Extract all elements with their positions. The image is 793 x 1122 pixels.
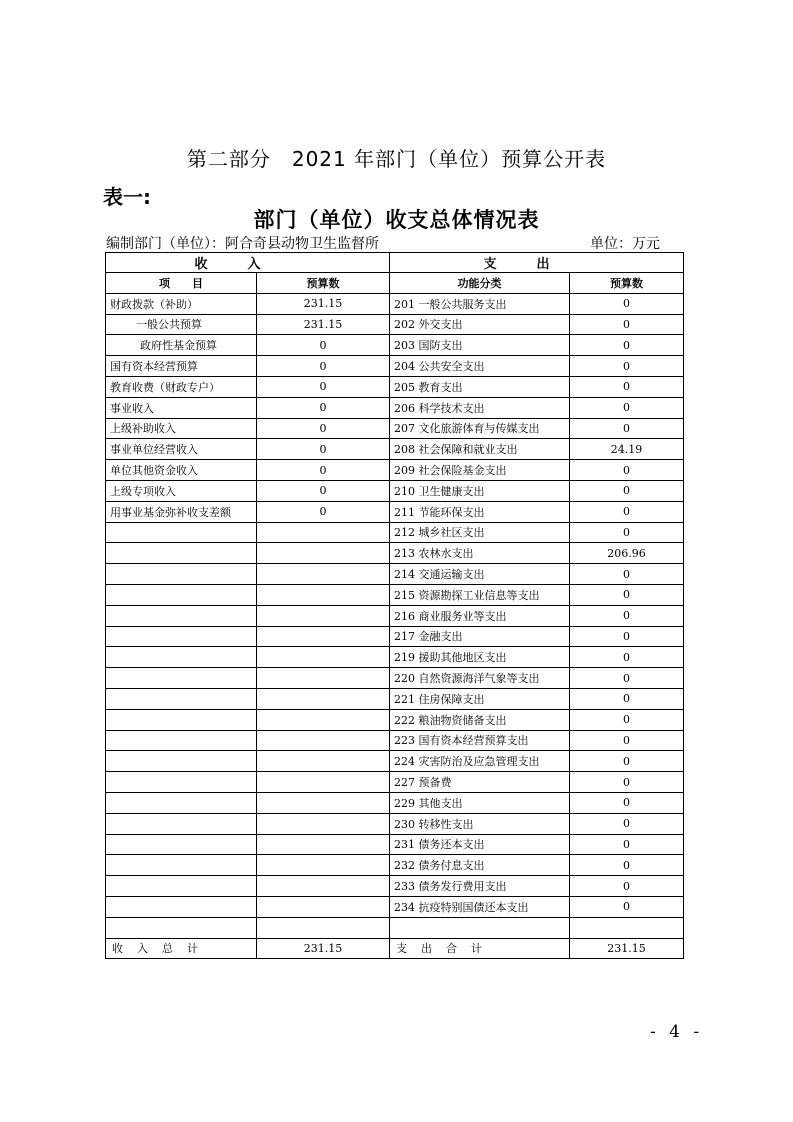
- expense-item-cell: 221 住房保障支出: [390, 688, 570, 709]
- income-item-cell: 政府性基金预算: [106, 335, 257, 356]
- expense-item-cell: 201 一般公共服务支出: [390, 293, 570, 314]
- expense-item-cell: 215 资源勘探工业信息等支出: [390, 584, 570, 605]
- expense-value-cell: 0: [570, 855, 684, 876]
- expense-value-cell: 0: [570, 460, 684, 481]
- expense-item-cell: 224 灾害防治及应急管理支出: [390, 751, 570, 772]
- total-income-label: 收入总计: [106, 938, 257, 959]
- income-item-cell: [106, 772, 257, 793]
- expense-item-cell: 220 自然资源海洋气象等支出: [390, 668, 570, 689]
- income-value-cell: 0: [257, 397, 390, 418]
- income-item-cell: [106, 668, 257, 689]
- income-item-cell: [106, 626, 257, 647]
- income-item-cell: 用事业基金弥补收支差额: [106, 501, 257, 522]
- table-row: [106, 460, 684, 481]
- income-value-cell: [257, 584, 390, 605]
- income-value-cell: 0: [257, 376, 390, 397]
- table-row: [106, 709, 684, 730]
- table-row: [106, 584, 684, 605]
- income-item-cell: [106, 876, 257, 897]
- table-row: [106, 772, 684, 793]
- income-item-cell: 上级补助收入: [106, 418, 257, 439]
- income-value-cell: [257, 772, 390, 793]
- income-value-cell: 0: [257, 501, 390, 522]
- table-row: [106, 751, 684, 772]
- expense-value-cell: 0: [570, 876, 684, 897]
- expense-value-cell: 206.96: [570, 543, 684, 564]
- income-value-cell: 0: [257, 480, 390, 501]
- expense-item-cell: 205 教育支出: [390, 376, 570, 397]
- table-row: [106, 647, 684, 668]
- income-item-cell: 一般公共预算: [106, 314, 257, 335]
- table-row: [106, 876, 684, 897]
- income-item-cell: [106, 564, 257, 585]
- expense-value-cell: 0: [570, 751, 684, 772]
- page-number: - 4 -: [650, 1022, 704, 1042]
- expense-value-cell: 0: [570, 293, 684, 314]
- table-row: [106, 356, 684, 377]
- income-item-cell: [106, 522, 257, 543]
- unit-line: 单位：万元: [590, 236, 660, 252]
- income-item-cell: [106, 917, 257, 938]
- income-value-cell: 0: [257, 418, 390, 439]
- income-item-cell: [106, 834, 257, 855]
- expense-value-cell: 0: [570, 376, 684, 397]
- income-item-cell: [106, 792, 257, 813]
- income-band: 收入: [106, 253, 390, 273]
- table-row: [106, 896, 684, 917]
- table-row: [106, 564, 684, 585]
- income-item-cell: 财政拨款（补助）: [106, 293, 257, 314]
- income-value-cell: [257, 876, 390, 897]
- expense-value-cell: 0: [570, 584, 684, 605]
- income-value-cell: 0: [257, 335, 390, 356]
- expense-item-cell: 234 抗疫特别国债还本支出: [390, 896, 570, 917]
- table-header-row: [106, 273, 684, 294]
- total-expense-label: 支出合计: [390, 938, 570, 959]
- income-item-cell: [106, 813, 257, 834]
- income-value-cell: [257, 647, 390, 668]
- expense-value-cell: 0: [570, 688, 684, 709]
- income-item-cell: 事业收入: [106, 397, 257, 418]
- expense-value-cell: 0: [570, 896, 684, 917]
- expense-value-cell: 0: [570, 813, 684, 834]
- income-value-cell: 0: [257, 356, 390, 377]
- expense-value-cell: 0: [570, 647, 684, 668]
- income-value-cell: [257, 709, 390, 730]
- expense-item-cell: 214 交通运输支出: [390, 564, 570, 585]
- budget-table: [105, 252, 684, 959]
- expense-value-cell: 0: [570, 335, 684, 356]
- expense-value-cell: 24.19: [570, 439, 684, 460]
- income-item-cell: 单位其他资金收入: [106, 460, 257, 481]
- expense-value-cell: 0: [570, 501, 684, 522]
- expense-value-cell: 0: [570, 668, 684, 689]
- expense-item-cell: 211 节能环保支出: [390, 501, 570, 522]
- expense-value-cell: 0: [570, 564, 684, 585]
- income-value-cell: [257, 834, 390, 855]
- expense-value-cell: 0: [570, 314, 684, 335]
- income-value-cell: 231.15: [257, 314, 390, 335]
- total-income-value: 231.15: [257, 938, 390, 959]
- expense-item-cell: 219 援助其他地区支出: [390, 647, 570, 668]
- expense-item-cell: 204 公共安全支出: [390, 356, 570, 377]
- income-item-cell: 事业单位经营收入: [106, 439, 257, 460]
- expense-item-cell: 202 外交支出: [390, 314, 570, 335]
- expense-item-cell: [390, 917, 570, 938]
- expense-item-cell: 210 卫生健康支出: [390, 480, 570, 501]
- income-item-cell: [106, 709, 257, 730]
- table-row: [106, 668, 684, 689]
- expense-item-cell: 213 农林水支出: [390, 543, 570, 564]
- expense-item-cell: 216 商业服务业等支出: [390, 605, 570, 626]
- income-value-cell: [257, 626, 390, 647]
- income-value-cell: [257, 917, 390, 938]
- total-row: [106, 938, 684, 959]
- income-value-cell: [257, 564, 390, 585]
- col-budget-header: 预算数: [257, 273, 390, 294]
- table-row: [106, 335, 684, 356]
- table-row: [106, 522, 684, 543]
- income-item-cell: 上级专项收入: [106, 480, 257, 501]
- expense-value-cell: 0: [570, 709, 684, 730]
- table-row: [106, 293, 684, 314]
- expense-item-cell: 232 债务付息支出: [390, 855, 570, 876]
- income-value-cell: [257, 543, 390, 564]
- expense-value-cell: 0: [570, 356, 684, 377]
- income-value-cell: [257, 688, 390, 709]
- income-item-cell: [106, 647, 257, 668]
- table-row: [106, 855, 684, 876]
- expense-item-cell: 233 债务发行费用支出: [390, 876, 570, 897]
- table-row: [106, 501, 684, 522]
- col-func-header: 功能分类: [390, 273, 570, 294]
- expense-item-cell: 217 金融支出: [390, 626, 570, 647]
- table-row: [106, 314, 684, 335]
- expense-item-cell: 212 城乡社区支出: [390, 522, 570, 543]
- income-item-cell: [106, 688, 257, 709]
- table-row: [106, 543, 684, 564]
- income-item-cell: [106, 855, 257, 876]
- expense-item-cell: 227 预备费: [390, 772, 570, 793]
- table-row: [106, 813, 684, 834]
- table-row: [106, 792, 684, 813]
- income-value-cell: [257, 792, 390, 813]
- income-value-cell: 0: [257, 460, 390, 481]
- income-item-cell: 国有资本经营预算: [106, 356, 257, 377]
- income-value-cell: [257, 668, 390, 689]
- expense-value-cell: 0: [570, 792, 684, 813]
- expense-value-cell: 0: [570, 397, 684, 418]
- table-row: [106, 376, 684, 397]
- expense-value-cell: 0: [570, 605, 684, 626]
- col-item-header: 项 目: [106, 273, 257, 294]
- income-item-cell: [106, 751, 257, 772]
- table-title: 部门（单位）收支总体情况表: [253, 208, 540, 232]
- income-value-cell: [257, 751, 390, 772]
- income-item-cell: [106, 605, 257, 626]
- income-item-cell: [106, 543, 257, 564]
- income-value-cell: [257, 522, 390, 543]
- col-budget2-header: 预算数: [570, 273, 684, 294]
- income-value-cell: [257, 855, 390, 876]
- expense-item-cell: 208 社会保障和就业支出: [390, 439, 570, 460]
- income-item-cell: [106, 584, 257, 605]
- table-row: [106, 439, 684, 460]
- part-title: 第二部分 2021 年部门（单位）预算公开表: [186, 147, 607, 171]
- expense-item-cell: 206 科学技术支出: [390, 397, 570, 418]
- income-value-cell: 231.15: [257, 293, 390, 314]
- table-row: [106, 688, 684, 709]
- expense-item-cell: 229 其他支出: [390, 792, 570, 813]
- expense-item-cell: 223 国有资本经营预算支出: [390, 730, 570, 751]
- expense-item-cell: 207 文化旅游体育与传媒支出: [390, 418, 570, 439]
- table-row: [106, 397, 684, 418]
- table-row: [106, 626, 684, 647]
- table-row: [106, 605, 684, 626]
- expense-value-cell: 0: [570, 522, 684, 543]
- expense-value-cell: 0: [570, 626, 684, 647]
- expense-value-cell: 0: [570, 834, 684, 855]
- table-row: [106, 917, 684, 938]
- table-label: 表一:: [103, 185, 151, 209]
- expense-value-cell: 0: [570, 418, 684, 439]
- income-value-cell: [257, 813, 390, 834]
- expense-value-cell: 0: [570, 730, 684, 751]
- expense-item-cell: 209 社会保险基金支出: [390, 460, 570, 481]
- income-value-cell: [257, 896, 390, 917]
- table-row: [106, 418, 684, 439]
- expense-item-cell: 231 债务还本支出: [390, 834, 570, 855]
- expense-item-cell: 230 转移性支出: [390, 813, 570, 834]
- table-row: [106, 730, 684, 751]
- income-item-cell: 教育收费（财政专户）: [106, 376, 257, 397]
- table-band-row: [106, 253, 684, 273]
- income-value-cell: [257, 605, 390, 626]
- total-expense-value: 231.15: [570, 938, 684, 959]
- table-row: [106, 480, 684, 501]
- income-value-cell: 0: [257, 439, 390, 460]
- expense-value-cell: 0: [570, 772, 684, 793]
- expense-value-cell: 0: [570, 480, 684, 501]
- income-item-cell: [106, 730, 257, 751]
- income-item-cell: [106, 896, 257, 917]
- income-value-cell: [257, 730, 390, 751]
- department-line: 编制部门（单位）：阿合奇县动物卫生监督所: [106, 236, 379, 252]
- expense-band: 支出: [390, 253, 684, 273]
- table-row: [106, 834, 684, 855]
- expense-item-cell: 222 粮油物资储备支出: [390, 709, 570, 730]
- expense-item-cell: 203 国防支出: [390, 335, 570, 356]
- expense-value-cell: [570, 917, 684, 938]
